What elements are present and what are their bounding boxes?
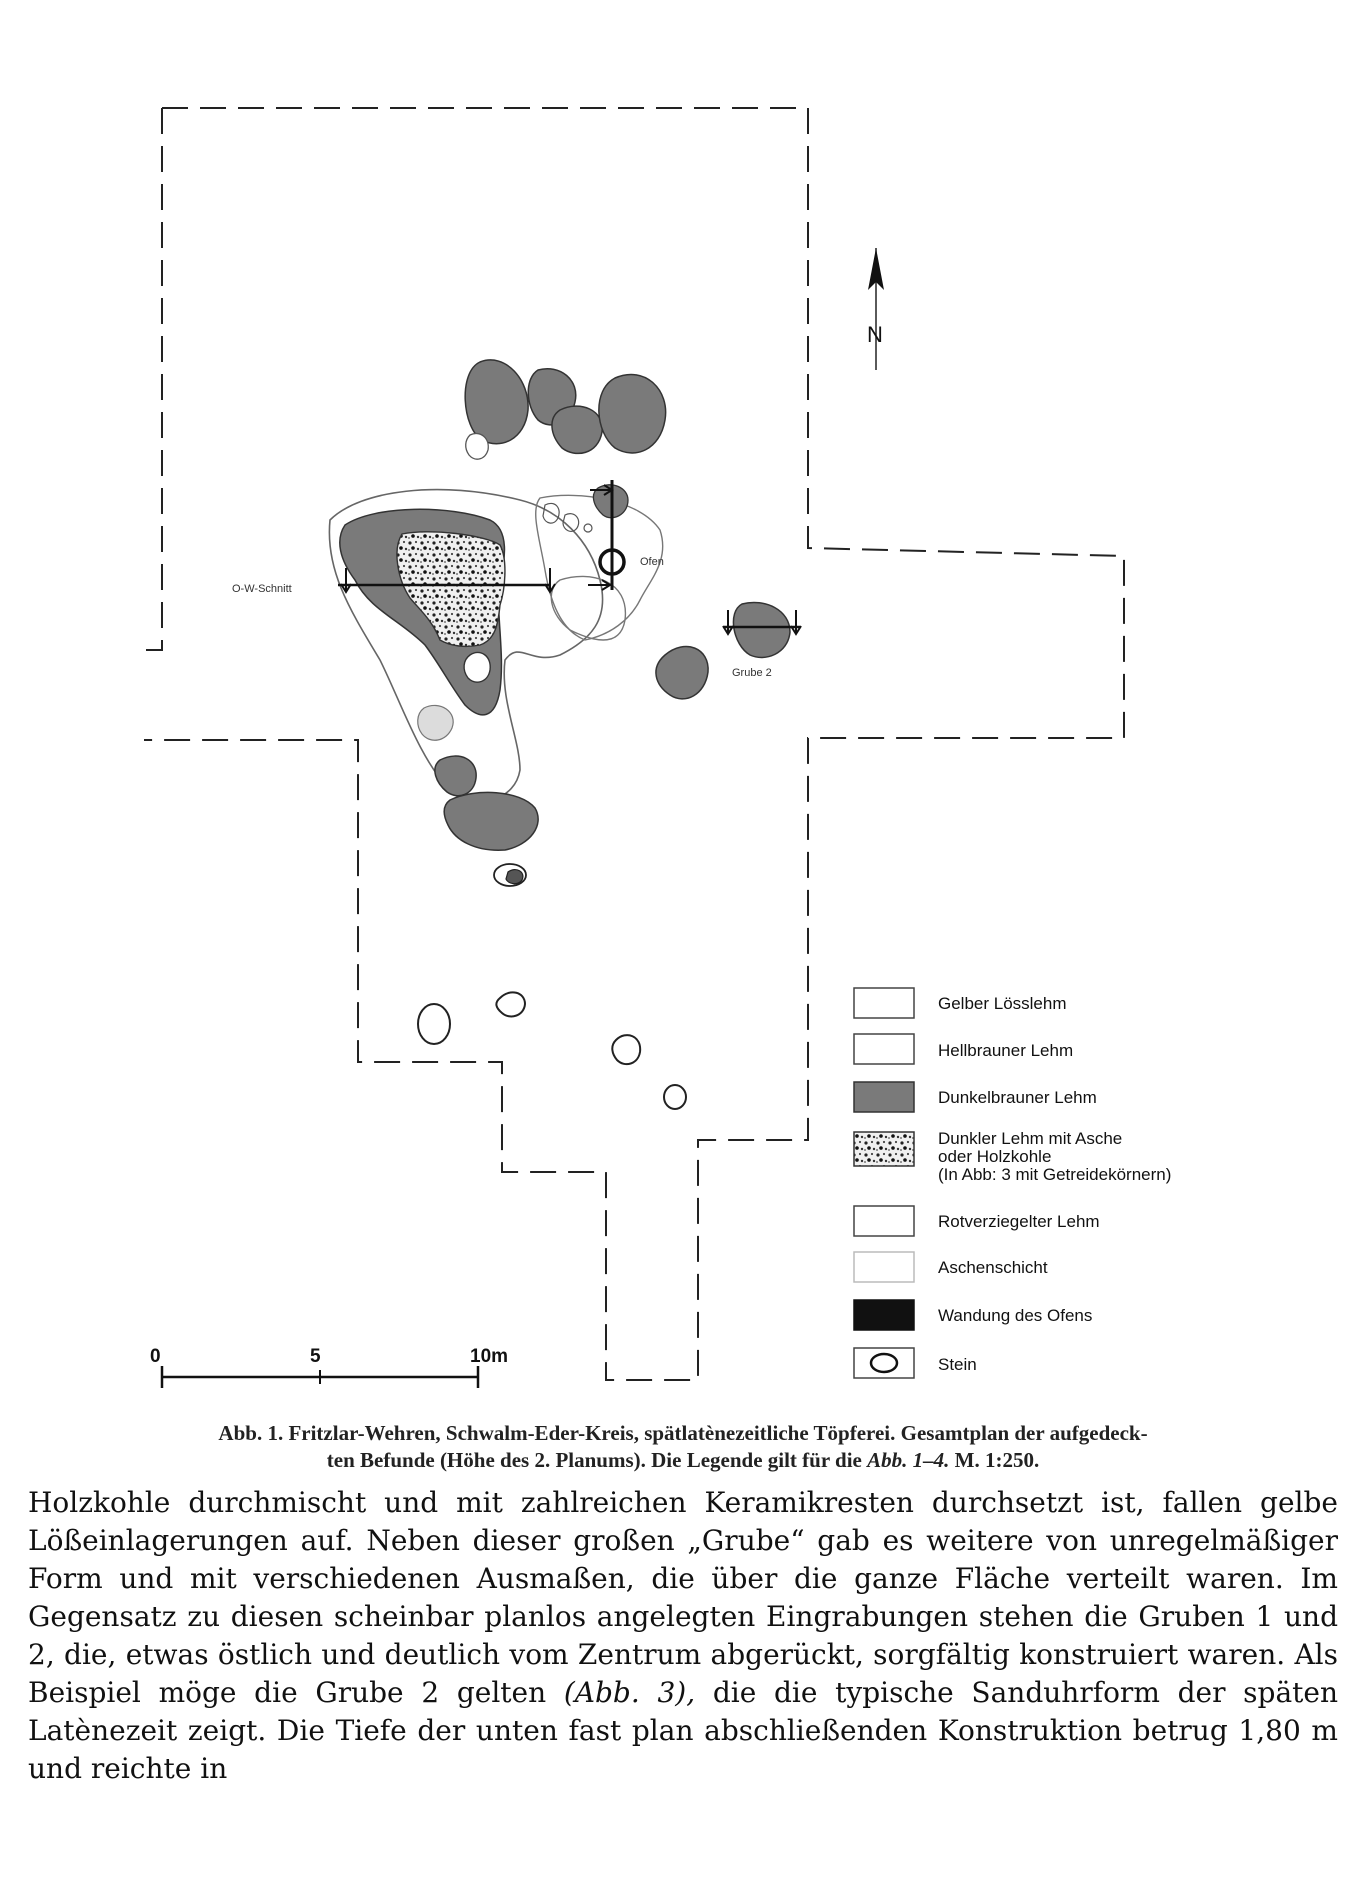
dark-loam-feature (552, 406, 602, 453)
dark-loam-feature (465, 360, 528, 444)
legend-label: Dunkler Lehm mit Asche (938, 1129, 1123, 1148)
dark-loam-feature (444, 792, 538, 850)
north-label: N (867, 322, 883, 347)
legend-item (854, 1206, 1100, 1236)
north-arrow-icon (867, 248, 884, 370)
body-text-part2: die die typische Sanduhrform der späten Latènezeit zeigt. Die Tiefe der unten fast plan abschließenden Konstruktion betrug 1,80 m und reichte in (28, 1676, 1338, 1785)
pit-label: Grube 2 (732, 667, 772, 679)
white-inclusion (466, 433, 489, 459)
legend (854, 988, 1171, 1378)
dark-loam-feature (599, 374, 666, 452)
caption-figure-ref: Abb. 1–4. (867, 1448, 950, 1472)
dark-loam-feature (435, 756, 476, 796)
dark-loam-feature (656, 647, 708, 699)
stone-icon (496, 992, 525, 1016)
legend-item (854, 1129, 1171, 1184)
legend-label: Dunkelbrauner Lehm (938, 1088, 1097, 1107)
legend-label: Wandung des Ofens (938, 1306, 1093, 1325)
legend-item (854, 1082, 1097, 1112)
ash-layer (418, 705, 453, 740)
arrow-down-icon (723, 610, 733, 634)
scale-label-10: 10m (470, 1346, 509, 1367)
caption-scale: M. 1:250. (949, 1448, 1040, 1472)
legend-item (854, 1034, 1073, 1064)
section-label: O-W-Schnitt (232, 583, 292, 595)
legend-item (854, 1348, 977, 1378)
kiln-label: Ofen (640, 556, 664, 568)
legend-item (854, 1252, 1048, 1282)
stone-icon (418, 1004, 450, 1044)
legend-item (854, 988, 1067, 1018)
stone-icon (612, 1035, 640, 1064)
caption-line-1: Abb. 1. Fritzlar-Wehren, Schwalm-Eder-Kreis, spätlatènezeitliche Töpferei. Gesamtplan der aufgedeck- (218, 1421, 1148, 1445)
stone-icon (871, 1354, 897, 1372)
body-figure-ref: (Abb. 3), (563, 1676, 696, 1709)
caption-line-2: ten Befunde (Höhe des 2. Planums). Die Legende gilt für die (326, 1448, 868, 1472)
legend-label: Hellbrauner Lehm (938, 1041, 1074, 1060)
legend-label: Rotverziegelter Lehm (938, 1212, 1100, 1231)
dark-loam-feature (733, 602, 790, 657)
scale-bar (150, 1346, 508, 1388)
excavation-boundary (144, 108, 1124, 1380)
body-paragraph (28, 1484, 1338, 1788)
legend-label-line2: oder Holzkohle (938, 1147, 1052, 1166)
legend-label: Gelber Lösslehm (938, 994, 1067, 1013)
white-inclusion (584, 524, 592, 532)
legend-label: Aschenschicht (938, 1258, 1048, 1277)
figure-caption (130, 1420, 1236, 1474)
body-text-part1: Holzkohle durchmischt und mit zahlreichen Keramikresten durchsetzt ist, fallen gelbe Lößeinlagerungen auf. Neben dieser großen „Grube“ gab es weitere von unregelmäßiger Form und mit verschiedenen Ausmaßen, die über die ganze Fläche verteilt waren. Im Gegensatz zu diesen scheinbar planlos angelegten Eingrabungen stehen die Gruben 1 und 2, die, etwas östlich und deutlich vom Zentrum abgerückt, sorgfältig konstruiert waren. Als Beispiel möge die Grube 2 gelten (28, 1486, 1338, 1709)
scale-label-5: 5 (310, 1346, 321, 1367)
legend-label-line3: (In Abb: 3 mit Getreidekörnern) (938, 1165, 1172, 1184)
arrow-down-icon (791, 610, 801, 634)
legend-item (854, 1300, 1092, 1330)
stone-icon (664, 1085, 686, 1109)
legend-label: Stein (938, 1355, 977, 1374)
white-inclusion (464, 652, 490, 682)
scale-label-0: 0 (150, 1346, 161, 1367)
dark-loam-feature (506, 870, 523, 884)
